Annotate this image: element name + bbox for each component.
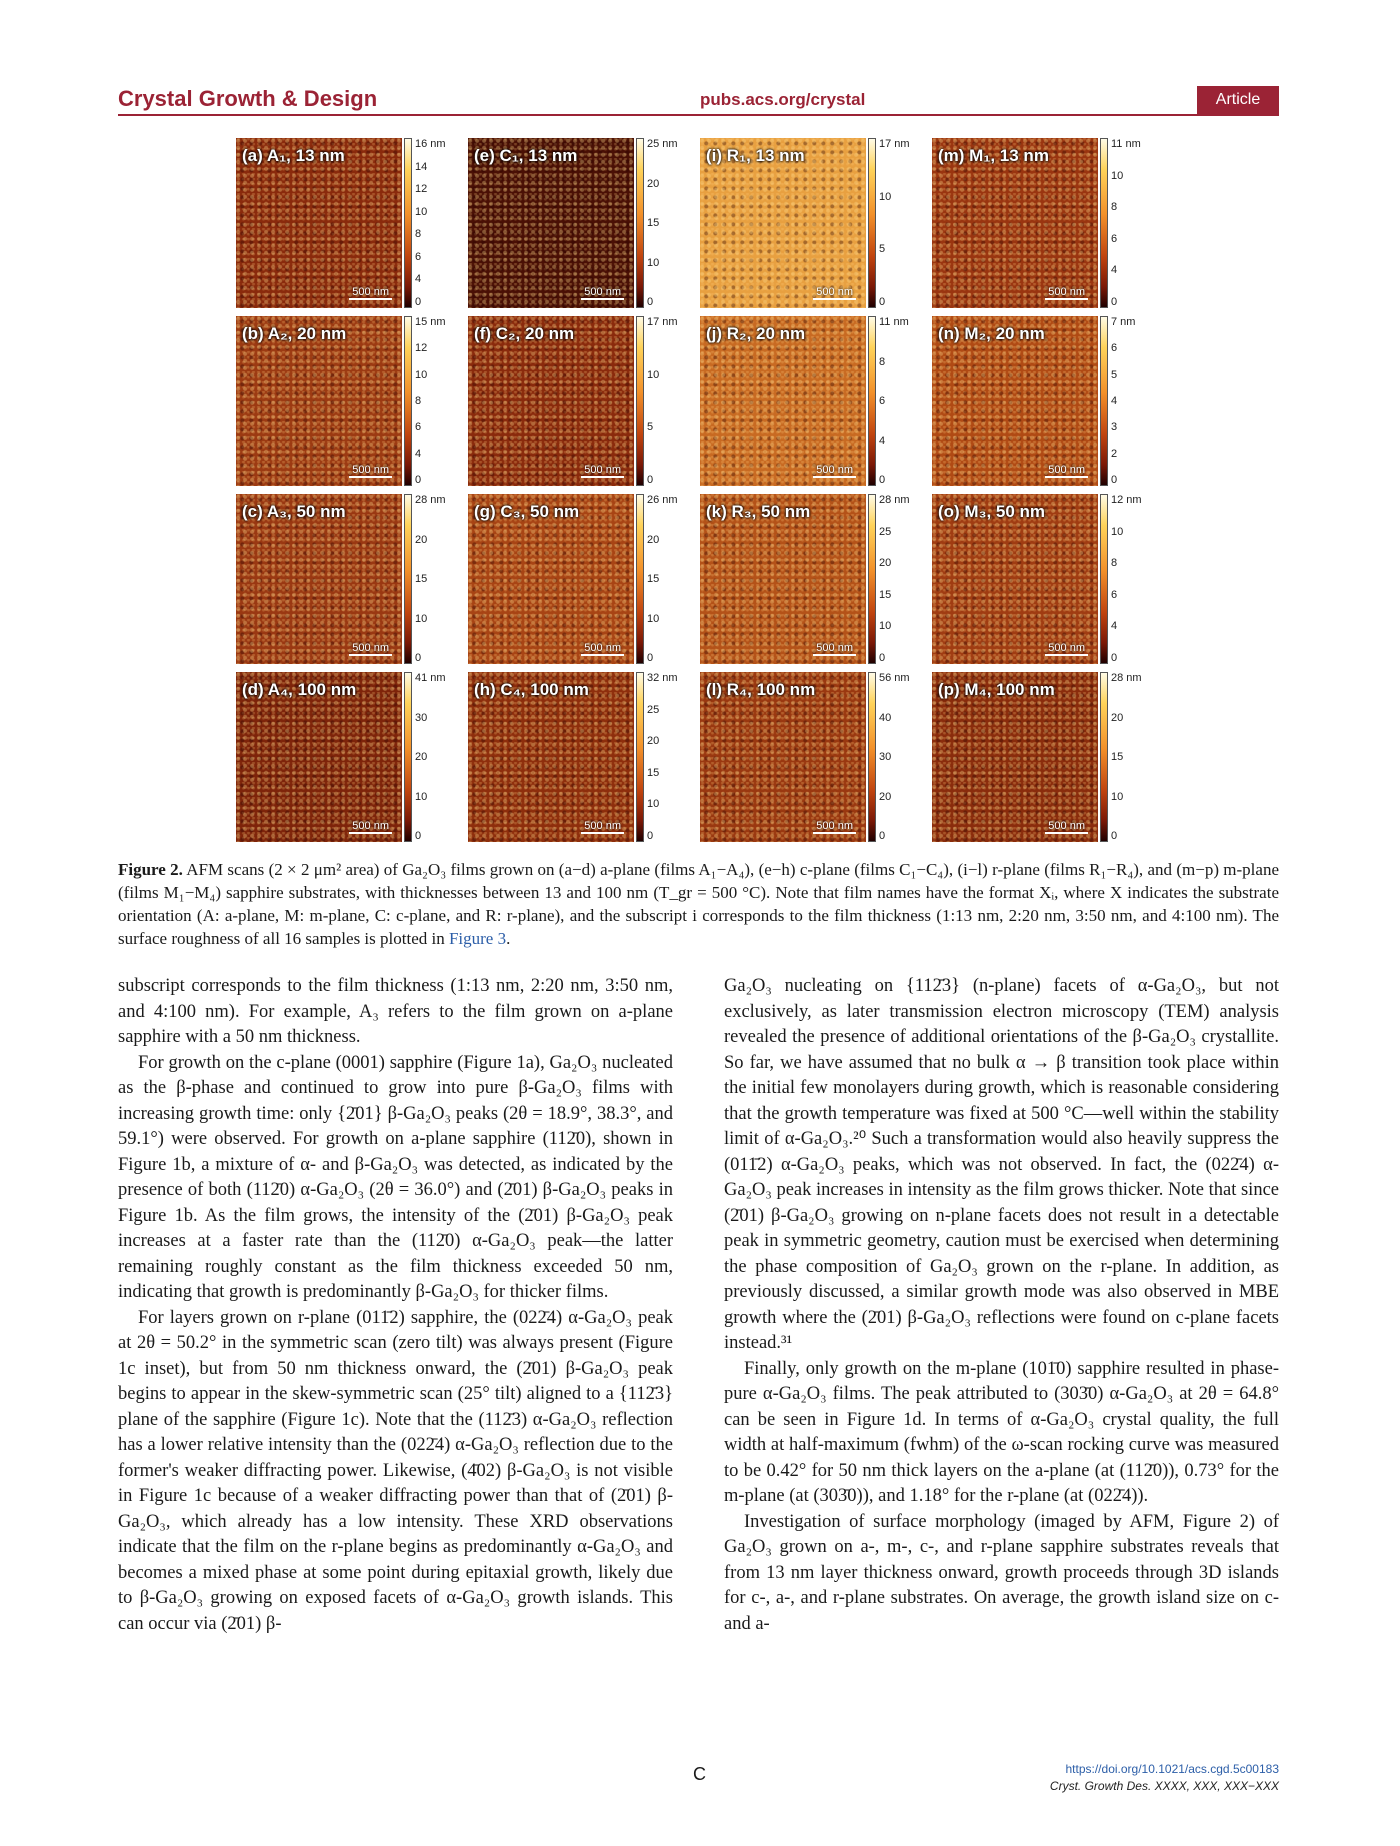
scale-tick-label: 28 nm: [1111, 672, 1142, 684]
scale-tick-label: 6: [1111, 342, 1118, 355]
scale-tick-label: 40: [879, 711, 892, 724]
scale-tick-label: 11 nm: [879, 316, 909, 328]
scale-tick-label: 0: [1111, 296, 1118, 308]
color-scale-bar: [404, 316, 412, 486]
scale-tick-label: 8: [1111, 201, 1118, 214]
color-scale-ticks: [415, 494, 465, 664]
scale-tick-label: 15: [415, 573, 428, 585]
afm-image: [468, 672, 634, 842]
scale-tick-label: 0: [415, 296, 422, 308]
afm-figure-grid: [236, 138, 1166, 848]
journal-name: Crystal Growth & Design: [118, 86, 378, 111]
afm-panel: [932, 494, 1162, 670]
scale-bar: 500 nm: [581, 464, 624, 478]
scale-tick-label: 10: [647, 612, 660, 625]
scale-tick-label: 0: [647, 474, 654, 486]
scale-tick-label: 20: [647, 177, 660, 190]
afm-panel: [236, 672, 466, 848]
scale-tick-label: 0: [879, 830, 886, 842]
scale-bar: 500 nm: [1045, 464, 1088, 478]
scale-tick-label: 10: [1111, 169, 1124, 182]
scale-tick-label: 5: [1111, 368, 1118, 381]
panel-label: (i) R₁, 13 nm: [706, 146, 805, 165]
color-scale-ticks: [1111, 316, 1161, 486]
scale-tick-label: 4: [415, 273, 422, 286]
afm-image: [468, 494, 634, 664]
scale-tick-label: 4: [415, 447, 422, 460]
panel-label: (n) M₂, 20 nm: [938, 324, 1045, 343]
color-scale-ticks: [1111, 672, 1161, 842]
scale-tick-label: 20: [1111, 711, 1124, 724]
scale-tick-label: 0: [415, 830, 422, 842]
scale-tick-label: 30: [879, 751, 892, 763]
scale-bar: 500 nm: [349, 820, 392, 834]
scale-tick-label: 6: [1111, 232, 1118, 245]
color-scale-ticks: [647, 138, 697, 308]
scale-tick-label: 0: [415, 474, 422, 486]
scale-tick-label: 10: [1111, 525, 1124, 538]
scale-tick-label: 17 nm: [647, 316, 678, 328]
afm-panel: [932, 672, 1162, 848]
scale-tick-label: 4: [1111, 395, 1118, 407]
afm-image: [700, 672, 866, 842]
paragraph: Investigation of surface morphology (imaged by AFM, Figure 2) of Ga₂O₃ grown on a-, m-, c-, and r-plane sapphire substrates reveals that from 13 nm layer thickness onward, growth proceeds through 3D islands for c-, a-, and r-plane substrates. On average, the growth island size on c- and a-: [724, 1511, 1279, 1634]
citation: Cryst. Growth Des. XXXX, XXX, XXX−XXX: [1049, 1779, 1279, 1793]
scale-tick-label: 6: [1111, 588, 1118, 601]
color-scale-bar: [1100, 316, 1108, 486]
article-type-badge: Article: [1197, 86, 1279, 114]
scale-tick-label: 8: [415, 395, 422, 407]
color-scale-bar: [636, 672, 644, 842]
color-scale-ticks: [1111, 138, 1161, 308]
panel-label: (b) A₂, 20 nm: [242, 324, 347, 343]
scale-tick-label: 10: [879, 190, 892, 203]
scale-tick-label: 5: [879, 243, 886, 256]
caption-label: Figure 2.: [118, 860, 183, 879]
scale-bar: 500 nm: [813, 286, 856, 300]
scale-tick-label: 3: [1111, 421, 1118, 434]
scale-tick-label: 0: [647, 830, 654, 842]
color-scale-bar: [1100, 494, 1108, 664]
scale-tick-label: 10: [415, 790, 428, 803]
scale-tick-label: 20: [415, 533, 428, 546]
scale-tick-label: 0: [1111, 652, 1118, 664]
afm-image: [700, 494, 866, 664]
color-scale-ticks: [879, 316, 929, 486]
header-divider: [118, 114, 1279, 116]
afm-panel: [700, 138, 930, 314]
scale-tick-label: 17 nm: [879, 138, 910, 150]
color-scale-bar: [868, 672, 876, 842]
panel-label: (d) A₄, 100 nm: [242, 680, 357, 699]
paragraph: For layers grown on r-plane (011̄2) sapphire, the (022̄4) α-Ga₂O₃ peak at 2θ = 50.2° in the symmetric scan (zero tilt) was always present (Figure 1c inset), but from 50 nm thickness onward, the (2̄01) β-Ga₂O₃ peak begins to appear in the skew-symmetric scan (25° tilt) aligned to a {112̄3} plane of the sapphire (Figure 1c). Note that the (112̄3) α-Ga₂O₃ reflection has a lower relative intensity than the (022̄4) α-Ga₂O₃ reflection due to the former's weaker diffracting power. Likewise, (4̄02) β-Ga₂O₃ is not visible in Figure 1c because of a weaker diffracting power than that of (2̄01) β-Ga₂O₃, which already has a low intensity. These XRD observations indicate that the film on the r-plane begins as predominantly α-Ga₂O₃ and becomes a mixed phase at some point during epitaxial growth, likely due to β-Ga₂O₃ growing on exposed facets of α-Ga₂O₃ growth islands. This can occur via (2̄01) β-: [118, 1307, 673, 1634]
color-scale-ticks: [879, 138, 929, 308]
scale-tick-label: 10: [415, 368, 428, 381]
scale-tick-label: 6: [415, 421, 422, 434]
scale-bar: 500 nm: [813, 464, 856, 478]
scale-tick-label: 25: [647, 703, 660, 716]
afm-image: [468, 138, 634, 308]
scale-tick-label: 15: [647, 217, 660, 229]
scale-tick-label: 20: [647, 533, 660, 546]
afm-panel: [236, 138, 466, 314]
afm-panel: [700, 494, 930, 670]
scale-tick-label: 11 nm: [1111, 138, 1141, 150]
paragraph: For growth on the c-plane (0001) sapphire (Figure 1a), Ga₂O₃ nucleated as the β-phase and continued to grow into pure β-Ga₂O₃ films with increasing growth time: only {2̄01} β-Ga₂O₃ peaks (2θ = 18.9°, 38.3°, and 59.1°) were observed. For growth on a-plane sapphire (112̄0), shown in Figure 1b, a mixture of α- and β-Ga₂O₃ was detected, as indicated by the presence of both (112̄0) α-Ga₂O₃ (2θ = 36.0°) and (2̄01) β-Ga₂O₃ peaks in Figure 1b. As the film grows, the intensity of the (2̄01) β-Ga₂O₃ peak increases at a faster rate than the (112̄0) α-Ga₂O₃ peak—the latter remaining roughly constant as the film thickness exceeded 50 nm, indicating that growth is predominantly β-Ga₂O₃ for thicker films.: [118, 1052, 673, 1302]
scale-tick-label: 0: [879, 296, 886, 308]
scale-tick-label: 10: [647, 368, 660, 381]
color-scale-ticks: [1111, 494, 1161, 664]
color-scale-bar: [868, 138, 876, 308]
color-scale-ticks: [647, 316, 697, 486]
scale-tick-label: 10: [1111, 790, 1124, 803]
color-scale-ticks: [879, 494, 929, 664]
figure-3-link[interactable]: Figure 3: [448, 929, 507, 948]
scale-tick-label: 15: [647, 573, 660, 585]
scale-tick-label: 10: [647, 256, 660, 269]
scale-bar: 500 nm: [1045, 286, 1088, 300]
afm-image: [700, 138, 866, 308]
scale-tick-label: 10: [879, 620, 892, 633]
color-scale-bar: [1100, 138, 1108, 308]
color-scale-ticks: [415, 672, 465, 842]
scale-tick-label: 15: [879, 588, 892, 601]
scale-tick-label: 6: [415, 250, 422, 263]
scale-tick-label: 12: [415, 342, 428, 355]
afm-panel: [468, 494, 698, 670]
scale-tick-label: 28 nm: [879, 494, 910, 506]
panel-label: (l) R₄, 100 nm: [706, 680, 816, 699]
paragraph: Ga₂O₃ nucleating on {112̄3} (n-plane) facets of α-Ga₂O₃, but not exclusively, as later transmission electron microscopy (TEM) analysis revealed the presence of additional orientations of the β-Ga₂O₃ crystallite. So far, we have assumed that no bulk α → β transition took place within the initial few monolayers during growth, which is reasonable considering that the growth temperature was fixed at 500 °C—well within the stability limit of α-Ga₂O₃.²⁰ Such a transformation would also heavily suppress the (011̄2) α-Ga₂O₃ peaks, which was not observed. In fact, the (022̄4) α-Ga₂O₃ peak increases in intensity as the film grows thicker. Note that since (2̄01) β-Ga₂O₃ growing on n-plane facets does not result in a detectable peak in symmetric geometry, caution must be exercised when determining the phase composition of Ga₂O₃ grown on the r-plane. In addition, as previously discussed, a similar growth mode was also observed in MBE growth where the (2̄01) β-Ga₂O₃ reflections were found on c-plane facets instead.³¹: [724, 976, 1279, 1353]
color-scale-bar: [636, 494, 644, 664]
scale-tick-label: 16 nm: [415, 138, 446, 150]
scale-tick-label: 4: [1111, 620, 1118, 633]
scale-tick-label: 12: [415, 183, 428, 196]
scale-tick-label: 4: [1111, 264, 1118, 277]
scale-tick-label: 0: [647, 652, 654, 664]
color-scale-ticks: [879, 672, 929, 842]
afm-panel: [932, 138, 1162, 314]
afm-image: [932, 672, 1098, 842]
afm-panel: [468, 138, 698, 314]
scale-bar: 500 nm: [813, 820, 856, 834]
afm-panel: [468, 672, 698, 848]
left-column: [118, 974, 673, 1637]
color-scale-bar: [636, 316, 644, 486]
scale-bar: 500 nm: [813, 642, 856, 656]
scale-tick-label: 0: [415, 652, 422, 664]
panel-label: (m) M₁, 13 nm: [938, 146, 1049, 165]
panel-label: (a) A₁, 13 nm: [242, 146, 345, 165]
scale-tick-label: 7 nm: [1111, 316, 1136, 328]
scale-tick-label: 56 nm: [879, 672, 910, 684]
scale-tick-label: 8: [1111, 557, 1118, 570]
color-scale-bar: [868, 316, 876, 486]
afm-image: [468, 316, 634, 486]
scale-tick-label: 6: [879, 395, 886, 407]
panel-label: (k) R₃, 50 nm: [706, 502, 811, 521]
panel-label: (p) M₄, 100 nm: [938, 680, 1055, 699]
scale-bar: 500 nm: [581, 286, 624, 300]
color-scale-bar: [1100, 672, 1108, 842]
scale-tick-label: 0: [647, 296, 654, 308]
scale-tick-label: 28 nm: [415, 494, 446, 506]
scale-tick-label: 0: [1111, 830, 1118, 842]
figure-caption: [118, 858, 1279, 950]
panel-label: (h) C₄, 100 nm: [474, 680, 589, 699]
afm-image: [932, 494, 1098, 664]
afm-image: [236, 138, 402, 308]
scale-bar: 500 nm: [349, 464, 392, 478]
scale-tick-label: 32 nm: [647, 672, 678, 684]
afm-image: [236, 672, 402, 842]
afm-panel: [468, 316, 698, 492]
panel-label: (c) A₃, 50 nm: [242, 502, 346, 521]
scale-tick-label: 8: [415, 228, 422, 241]
scale-tick-label: 15: [1111, 751, 1124, 763]
scale-tick-label: 25 nm: [647, 138, 678, 150]
scale-tick-label: 0: [879, 652, 886, 664]
afm-image: [236, 494, 402, 664]
color-scale-bar: [636, 138, 644, 308]
scale-tick-label: 25: [879, 525, 892, 538]
scale-tick-label: 26 nm: [647, 494, 678, 506]
scale-tick-label: 12 nm: [1111, 494, 1142, 506]
afm-panel: [236, 316, 466, 492]
scale-tick-label: 5: [647, 421, 654, 434]
panel-label: (j) R₂, 20 nm: [706, 324, 806, 343]
doi-link[interactable]: https://doi.org/10.1021/acs.cgd.5c00183: [1065, 1762, 1279, 1776]
afm-image: [700, 316, 866, 486]
scale-tick-label: 15 nm: [415, 316, 446, 328]
scale-tick-label: 41 nm: [415, 672, 446, 684]
color-scale-bar: [868, 494, 876, 664]
scale-tick-label: 20: [647, 735, 660, 748]
afm-image: [932, 138, 1098, 308]
scale-tick-label: 2: [1111, 447, 1118, 460]
scale-tick-label: 20: [415, 751, 428, 763]
caption-text: AFM scans (2 × 2 μm² area) of Ga₂O₃ films grown on (a−d) a-plane (films A₁−A₄), (e−h) c-plane (films C₁−C₄), (i−l) r-plane (films R₁−R₄), and (m−p) m-plane (films M₁−M₄) sapphire substrates, with thicknesses between 13 and 100 nm (T_gr = 500 °C). Note that film names have the format Xᵢ, where X indicates the substrate orientation (A: a-plane, M: m-plane, C: c-plane, and R: r-plane), and the subscript i corresponds to the film thickness (1:13 nm, 2:20 nm, 3:50 nm, and 4:100 nm). The surface roughness of all 16 samples is plotted in: [118, 860, 1279, 948]
scale-bar: 500 nm: [349, 286, 392, 300]
scale-tick-label: 8: [879, 355, 886, 368]
afm-panel: [700, 672, 930, 848]
afm-panel: [700, 316, 930, 492]
panel-label: (o) M₃, 50 nm: [938, 502, 1046, 521]
scale-bar: 500 nm: [349, 642, 392, 656]
caption-end: .: [506, 929, 511, 948]
color-scale-bar: [404, 138, 412, 308]
journal-url-link[interactable]: pubs.acs.org/crystal: [700, 90, 866, 109]
scale-tick-label: 10: [415, 205, 428, 218]
color-scale-ticks: [647, 672, 697, 842]
scale-tick-label: 4: [879, 434, 886, 447]
panel-label: (e) C₁, 13 nm: [474, 146, 578, 165]
scale-tick-label: 14: [415, 160, 428, 173]
page-number: C: [693, 1764, 706, 1784]
panel-label: (g) C₃, 50 nm: [474, 502, 580, 521]
scale-bar: 500 nm: [1045, 820, 1088, 834]
paragraph: subscript corresponds to the film thickness (1:13 nm, 2:20 nm, 3:50 nm, and 4:100 nm). For example, A₃ refers to the film grown on a-plane sapphire with a 50 nm thickness.: [118, 976, 673, 1047]
afm-image: [236, 316, 402, 486]
scale-bar: 500 nm: [581, 820, 624, 834]
color-scale-ticks: [415, 138, 465, 308]
color-scale-ticks: [647, 494, 697, 664]
scale-tick-label: 10: [647, 798, 660, 811]
scale-tick-label: 0: [879, 474, 886, 486]
afm-panel: [236, 494, 466, 670]
scale-tick-label: 30: [415, 711, 428, 724]
scale-tick-label: 0: [1111, 474, 1118, 486]
afm-image: [932, 316, 1098, 486]
scale-tick-label: 10: [415, 612, 428, 625]
scale-tick-label: 20: [879, 790, 892, 803]
color-scale-bar: [404, 494, 412, 664]
right-column: [724, 974, 1279, 1637]
panel-label: (f) C₂, 20 nm: [474, 324, 575, 343]
scale-bar: 500 nm: [581, 642, 624, 656]
color-scale-ticks: [415, 316, 465, 486]
paragraph: Finally, only growth on the m-plane (101̄0) sapphire resulted in phase-pure α-Ga₂O₃ films. The peak attributed to (303̄0) α-Ga₂O₃ at 2θ = 64.8° can be seen in Figure 1d. In terms of α-Ga₂O₃ crystal quality, the full width at half-maximum (fwhm) of the ω-scan rocking curve was measured to be 0.42° for 50 nm thick layers on the a-plane (at (112̄0)), 0.73° for the m-plane (at (303̄0)), and 1.18° for the r-plane (at (022̄4)).: [724, 1358, 1279, 1506]
scale-bar: 500 nm: [1045, 642, 1088, 656]
scale-tick-label: 15: [647, 766, 660, 779]
afm-panel: [932, 316, 1162, 492]
color-scale-bar: [404, 672, 412, 842]
scale-tick-label: 20: [879, 557, 892, 570]
